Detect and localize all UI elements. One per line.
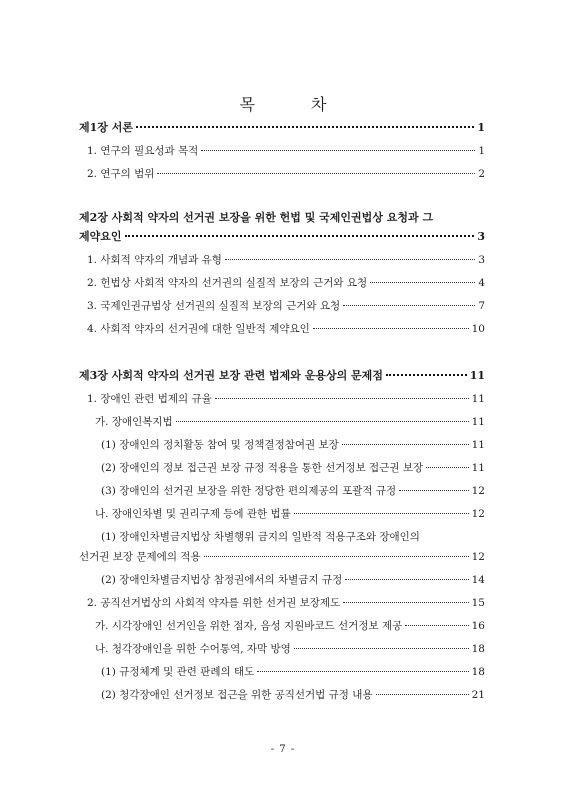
toc-label: (2) 장애인의 정보 접근권 보장 규정 적용을 통한 선거정보 접근권 보장 (101, 462, 424, 474)
leader-dots (257, 671, 468, 672)
leader-dots (157, 173, 475, 174)
toc-page-number: 21 (471, 689, 485, 701)
toc-label: 제3장 사회적 약자의 선거권 보장 관련 법제와 운용상의 문제점 (79, 369, 383, 382)
toc-label: (1) 장애인의 정치활동 참여 및 정책결정참여권 보장 (101, 439, 339, 451)
toc-item[interactable] (101, 437, 485, 453)
leader-dots (201, 150, 475, 151)
toc-page-number: 3 (477, 230, 485, 243)
toc-page-number: 12 (471, 485, 485, 497)
toc-label: 1. 장애인 관련 법제의 규율 (87, 393, 212, 405)
leader-dots (204, 556, 469, 557)
toc-label: 2. 공직선거법상의 사회적 약자를 위한 선거권 보장제도 (87, 597, 341, 609)
leader-dots (225, 259, 475, 260)
leader-dots (294, 513, 469, 514)
toc-chapter-2-line1[interactable]: 제2장 사회적 약자의 선거권 보장을 위한 헌법 및 국제인권법상 요청과 그 (79, 211, 434, 224)
toc-label: (2) 장애인차별금지법상 참정권에서의 차별금지 규정 (101, 574, 343, 586)
toc-label: 1. 연구의 필요성과 목적 (87, 145, 199, 157)
leader-dots (125, 235, 475, 237)
leader-dots (215, 398, 469, 399)
toc-page-number: 1 (478, 145, 485, 157)
toc-item[interactable] (87, 252, 485, 268)
toc-page-number: 16 (471, 620, 485, 632)
toc-page-number: 11 (471, 462, 485, 474)
toc-label: (3) 장애인의 선거권 보장을 위한 정당한 편의제공의 포괄적 규정 (101, 485, 397, 497)
leader-dots (343, 305, 475, 306)
leader-dots (376, 694, 469, 695)
toc-label: 가. 장애인복지법 (95, 416, 173, 428)
toc-page-number: 12 (471, 551, 485, 563)
toc-label: 나. 청각장애인을 위한 수어통역, 자막 방영 (95, 643, 291, 655)
toc-item[interactable] (101, 483, 485, 499)
leader-dots (399, 490, 468, 491)
toc-page-number: 11 (471, 393, 485, 405)
page-title (0, 92, 566, 115)
toc-label: 제1장 서론 (79, 121, 133, 134)
toc-item[interactable] (95, 618, 485, 634)
toc-label: 4. 사회적 약자의 선거권에 대한 일반적 제약요인 (87, 323, 310, 335)
leader-dots (176, 421, 469, 422)
toc-page-number: 4 (478, 277, 485, 289)
toc-label: 1. 사회적 약자의 개념과 유형 (87, 254, 222, 266)
toc-label: 2. 연구의 범위 (87, 168, 155, 180)
toc-page-number: 11 (469, 369, 485, 382)
toc-item[interactable] (101, 664, 485, 680)
toc-label: 3. 국제인권규범상 선거권의 실질적 보장의 근거와 요청 (87, 300, 341, 312)
leader-dots (342, 444, 469, 445)
leader-dots (370, 282, 475, 283)
toc-item[interactable] (87, 166, 485, 182)
toc-item[interactable] (87, 391, 485, 407)
toc-page-number: 10 (471, 323, 485, 335)
toc-page-number: 3 (478, 254, 485, 266)
toc-item[interactable] (87, 298, 485, 314)
toc-page-number: 15 (471, 597, 485, 609)
leader-dots (405, 625, 468, 626)
toc-label: (1) 규정체계 및 관련 판례의 태도 (101, 666, 255, 678)
toc-label: 2. 헌법상 사회적 약자의 선거권의 실질적 보장의 근거와 요청 (87, 277, 368, 289)
toc-item[interactable] (95, 641, 485, 657)
toc-item[interactable] (87, 143, 485, 159)
toc-page-number: 18 (471, 666, 485, 678)
toc-label: (2) 청각장애인 선거정보 접근을 위한 공직선거법 규정 내용 (101, 689, 373, 701)
toc-item[interactable] (95, 506, 485, 522)
toc-label: 제약요인 (79, 230, 122, 243)
toc-page-number: 11 (471, 439, 485, 451)
toc-item[interactable] (87, 595, 485, 611)
leader-dots (343, 602, 468, 603)
toc-chapter-3[interactable] (79, 368, 485, 384)
page-footer-number: - 7 - (270, 744, 296, 755)
toc-item[interactable] (95, 414, 485, 430)
toc-chapter-2[interactable] (79, 229, 485, 245)
toc-item[interactable] (101, 572, 485, 588)
toc-page-number: 12 (471, 508, 485, 520)
toc-page-number: 1 (477, 121, 485, 134)
title-char-1: 목 (239, 95, 255, 114)
leader-dots (426, 467, 469, 468)
leader-dots (136, 126, 474, 128)
toc-label: 선거권 보장 문제에의 적용 (79, 551, 201, 563)
leader-dots (345, 579, 468, 580)
toc-page-number: 7 (478, 300, 485, 312)
toc-item[interactable] (87, 321, 485, 337)
toc-item[interactable] (101, 460, 485, 476)
toc-label: 나. 장애인차별 및 권리구제 등에 관한 법률 (95, 508, 291, 520)
toc-item[interactable] (101, 687, 485, 703)
leader-dots (386, 374, 467, 376)
toc-page-number: 2 (478, 168, 485, 180)
leader-dots (313, 328, 469, 329)
toc-page-number: 14 (471, 574, 485, 586)
toc-page-number: 18 (471, 643, 485, 655)
toc-label: 가. 시각장애인 선거인을 위한 점자, 음성 지원바코드 선거정보 제공 (95, 620, 403, 632)
toc-item-line1[interactable]: (1) 장애인차별금지법상 차별행위 금지의 일반적 적용구조와 장애인의 (101, 531, 420, 543)
title-char-2: 차 (311, 95, 327, 114)
toc-page-number: 11 (471, 416, 485, 428)
toc-chapter-1[interactable] (79, 120, 485, 136)
toc-item[interactable] (79, 549, 485, 565)
leader-dots (294, 648, 469, 649)
toc-item[interactable] (87, 275, 485, 291)
